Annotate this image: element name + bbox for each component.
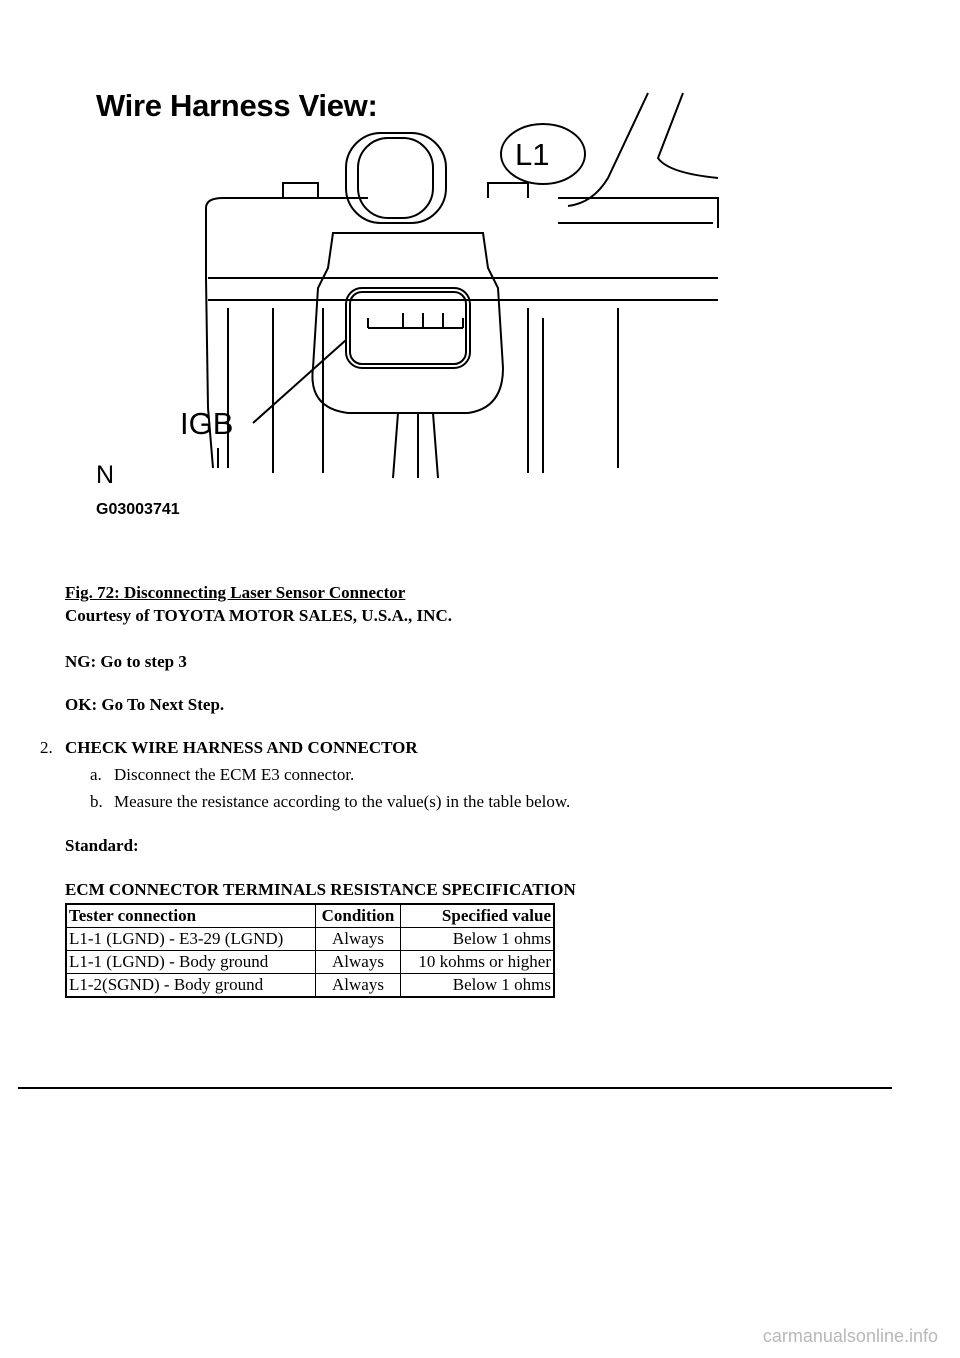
cell-condition: Always [316, 928, 401, 951]
page-divider [18, 1087, 892, 1089]
cell-condition: Always [316, 951, 401, 974]
header-condition: Condition [316, 904, 401, 928]
header-specified-value: Specified value [401, 904, 555, 928]
image-id: G03003741 [96, 501, 180, 518]
figure-caption[interactable]: Fig. 72: Disconnecting Laser Sensor Connector [65, 583, 406, 602]
cell-specified-value: Below 1 ohms [401, 928, 555, 951]
terminal-label: IGB [180, 406, 234, 441]
cell-specified-value: Below 1 ohms [401, 974, 555, 998]
substep-b [90, 792, 570, 812]
substep-text: Disconnect the ECM E3 connector. [114, 765, 355, 784]
substep-a [90, 765, 354, 785]
step-number: 2. [40, 738, 53, 757]
wire-harness-illustration [88, 78, 728, 528]
ng-result: NG: Go to step 3 [65, 652, 187, 671]
table-row [66, 951, 554, 974]
table-header-row [66, 904, 554, 928]
cell-tester-connection: L1-1 (LGND) - E3-29 (LGND) [66, 928, 316, 951]
site-watermark: carmanualsonline.info [762, 1326, 938, 1346]
standard-label: Standard: [65, 836, 139, 855]
substep-text: Measure the resistance according to the value(s) in the table below. [114, 792, 571, 811]
connector-label: L1 [515, 137, 550, 172]
substep-mark: b. [90, 792, 103, 811]
table-title: ECM CONNECTOR TERMINALS RESISTANCE SPECIFICATION [65, 880, 576, 899]
n-label: N [96, 461, 115, 489]
figure-title: Wire Harness View: [96, 88, 378, 123]
header-tester-connection: Tester connection [66, 904, 316, 928]
table-row [66, 974, 554, 998]
resistance-spec-table [65, 903, 555, 998]
table-row [66, 928, 554, 951]
ok-result: OK: Go To Next Step. [65, 695, 225, 714]
cell-tester-connection: L1-2(SGND) - Body ground [66, 974, 316, 998]
cell-specified-value: 10 kohms or higher [401, 951, 555, 974]
substep-mark: a. [90, 765, 102, 784]
cell-condition: Always [316, 974, 401, 998]
courtesy-line: Courtesy of TOYOTA MOTOR SALES, U.S.A., INC. [65, 606, 452, 625]
step-title: CHECK WIRE HARNESS AND CONNECTOR [65, 738, 418, 757]
cell-tester-connection: L1-1 (LGND) - Body ground [66, 951, 316, 974]
